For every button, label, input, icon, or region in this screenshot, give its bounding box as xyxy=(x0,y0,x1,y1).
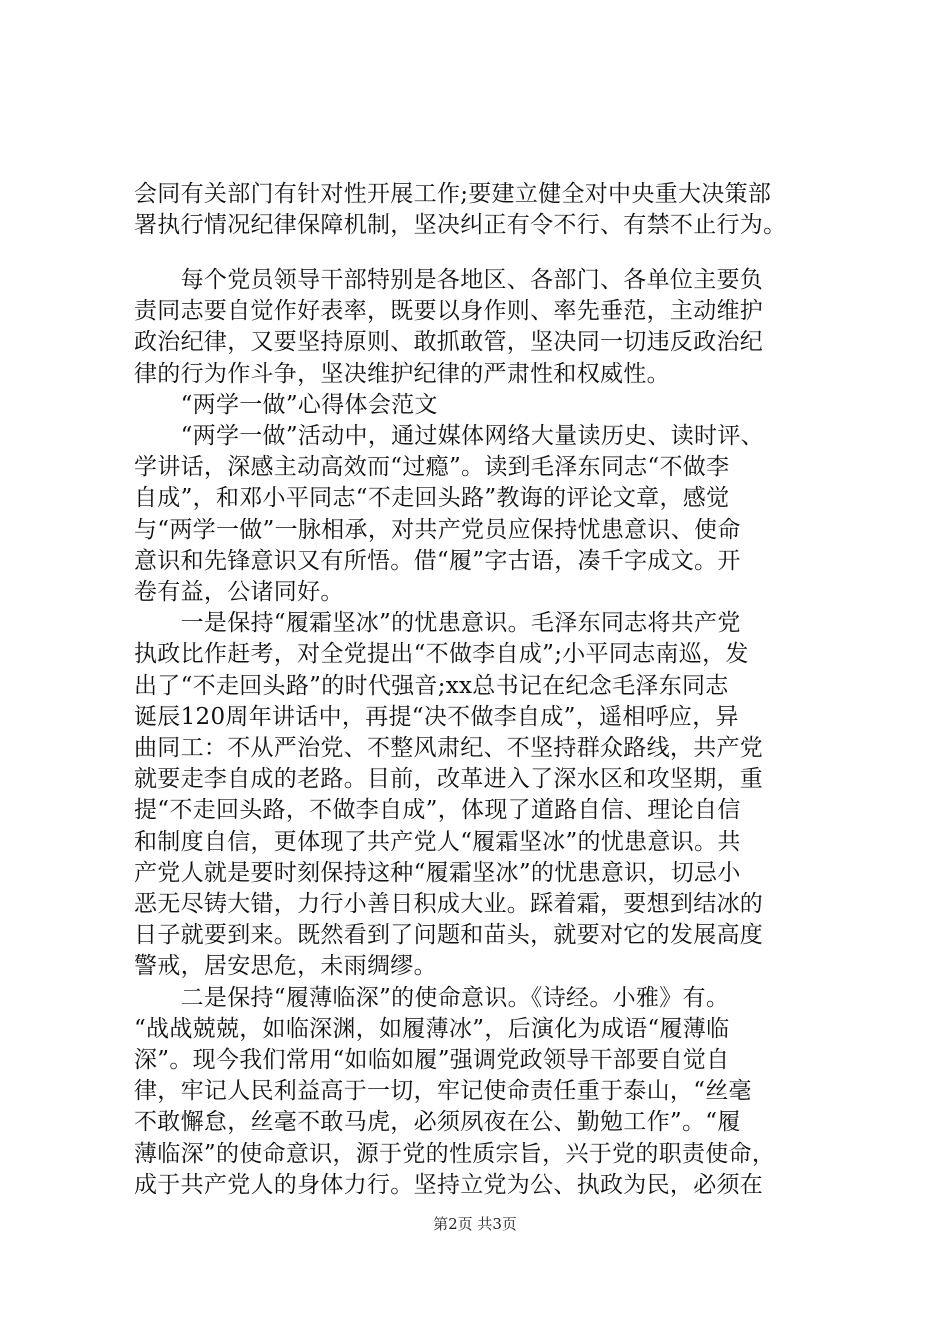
text-line: 一是保持“履霜坚冰”的忧患意识。毛泽东同志将共产党 xyxy=(134,610,741,637)
text-line: 卷有益，公诸同好。 xyxy=(134,579,344,606)
text-line: “战战兢兢，如临深渊，如履薄冰”，后演化为成语“履薄临 xyxy=(134,1015,730,1042)
text-line: 学讲话，深感主动高效而“过瘾”。读到毛泽东同志“不做李 xyxy=(134,454,730,481)
text-line: 律的行为作斗争，坚决维护纪律的严肃性和权威性。 xyxy=(134,360,670,387)
text-line: 自成”，和邓小平同志“不走回头路”教诲的评论文章，感觉 xyxy=(134,485,730,512)
text-block-main xyxy=(134,265,834,1201)
text-line: 每个党员领导干部特别是各地区、各部门、各单位主要负 xyxy=(134,267,764,293)
text-line: 律，牢记人民利益高于一切，牢记使命责任重于泰山，“丝毫 xyxy=(134,1078,752,1105)
page-footer: 第2页 共3页 xyxy=(433,1215,517,1233)
text-line: “两学一做”心得体会范文 xyxy=(134,391,438,418)
text-line: 就要走李自成的老路。目前，改革进入了深水区和攻坚期，重 xyxy=(134,766,764,793)
text-line: 执政比作赶考，对全党提出“不做李自成”;小平同志南巡，发 xyxy=(134,641,749,668)
text-line: 警戒，居安思危，未雨绸缪。 xyxy=(134,953,437,980)
text-line: 曲同工：不从严治党、不整风肃纪、不坚持群众路线，共产党 xyxy=(134,735,764,762)
text-line: 出了“不走回头路”的时代强音;xx总书记在纪念毛泽东同志 xyxy=(134,672,729,699)
text-line: 和制度自信，更体现了共产党人“履霜坚冰”的忧患意识。共 xyxy=(134,828,741,855)
text-line: 薄临深”的使命意识，源于党的性质宗旨，兴于党的职责使命， xyxy=(134,1140,776,1167)
text-block-top xyxy=(134,179,834,241)
text-line: 意识和先锋意识又有所悟。借“履”字古语，凑千字成文。开 xyxy=(134,547,741,574)
text-line: 日子就要到来。既然看到了问题和苗头，就要对它的发展高度 xyxy=(134,922,764,949)
text-line: “两学一做”活动中，通过媒体网络大量读历史、读时评、 xyxy=(134,423,764,450)
text-line: 会同有关部门有针对性开展工作;要建立健全对中央重大决策部 xyxy=(134,181,772,207)
text-line: 成于共产党人的身体力行。坚持立党为公、执政为民，必须在 xyxy=(134,1171,764,1198)
text-line: 诞辰120周年讲话中，再提“决不做李自成”，遥相呼应，异 xyxy=(134,703,739,730)
text-line: 政治纪律，又要坚持原则、敢抓敢管，坚决同一切违反政治纪 xyxy=(134,329,764,356)
text-line: 责同志要自觉作好表率，既要以身作则、率先垂范，主动维护 xyxy=(134,298,764,325)
text-line: 与“两学一做”一脉相承，对共产党员应保持忧患意识、使命 xyxy=(134,516,741,543)
text-line: 署执行情况纪律保障机制，坚决纠正有令不行、有禁不止行为。 xyxy=(134,212,787,239)
text-line: 提“不走回头路，不做李自成”，体现了道路自信、理论自信 xyxy=(134,797,741,824)
text-line: 恶无尽铸大错，力行小善日积成大业。踩着霜，要想到结冰的 xyxy=(134,891,764,918)
text-line: 二是保持“履薄临深”的使命意识。《诗经。小雅》有。 xyxy=(134,984,730,1011)
text-line: 不敢懈怠，丝毫不敢马虎，必须夙夜在公、勤勉工作”。“履 xyxy=(134,1109,741,1136)
text-line: 产党人就是要时刻保持这种“履霜坚冰”的忧患意识，切忌小 xyxy=(134,859,741,886)
text-line: 深”。现今我们常用“如临如履”强调党政领导干部要自觉自 xyxy=(134,1047,730,1074)
